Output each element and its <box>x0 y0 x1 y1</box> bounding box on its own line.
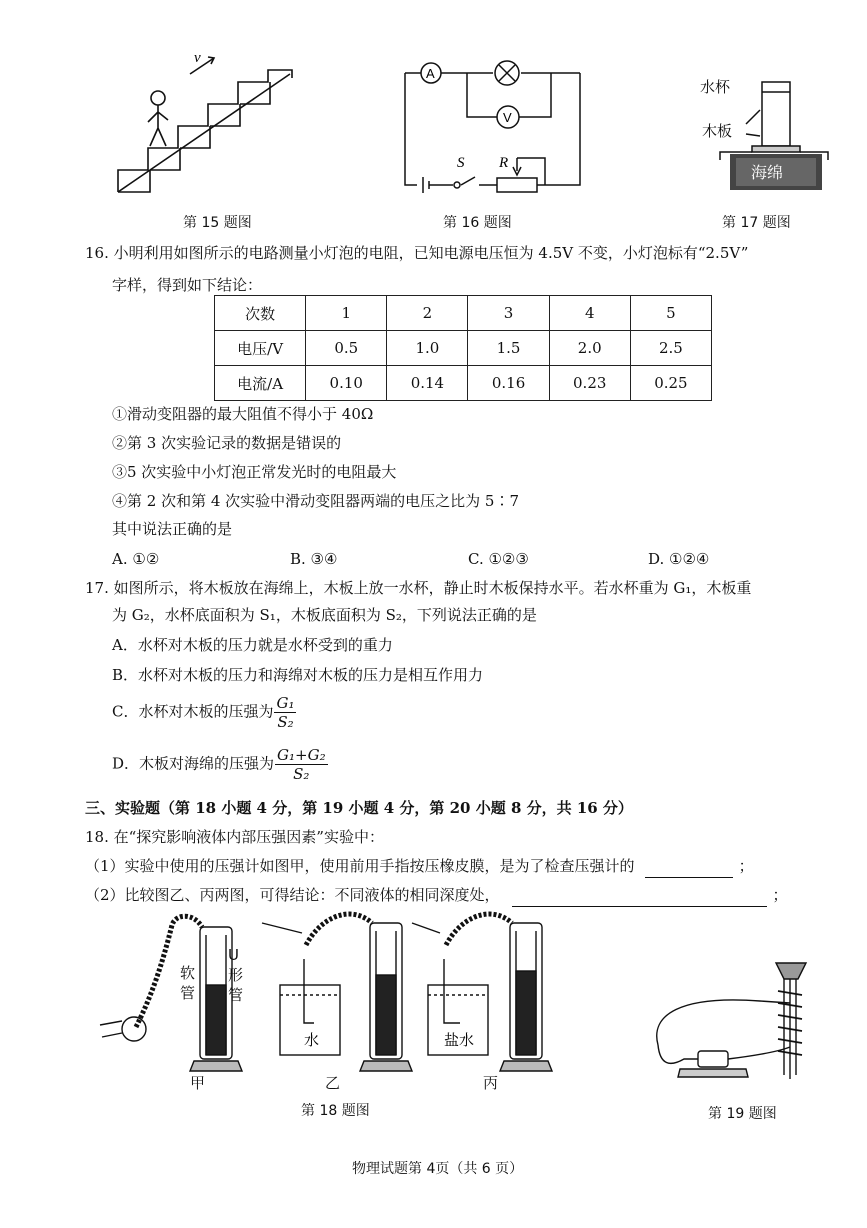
table-header-cell: 3 <box>468 296 549 331</box>
table-cell: 2.5 <box>630 331 711 366</box>
fraction-denominator: S₂ <box>293 765 310 783</box>
table-cell: 0.25 <box>630 366 711 401</box>
circuit-drawing <box>395 55 595 195</box>
figure-19 <box>650 955 830 1085</box>
q17-option-c[interactable] <box>112 694 296 731</box>
q18-part-1 <box>85 855 754 878</box>
q17-option-a[interactable]: A．水杯对木板的压力就是水杯受到的重力 <box>112 636 393 654</box>
table-header-cell: 5 <box>630 296 711 331</box>
q18-part-2 <box>85 884 788 907</box>
q16-option-d[interactable]: D. ①②④ <box>648 550 710 568</box>
utube-label: U形管 <box>228 946 244 1004</box>
ammeter-label: A <box>426 66 435 81</box>
table-header-cell: 次数 <box>215 296 306 331</box>
table-header-cell: 1 <box>306 296 387 331</box>
table-cell: 0.14 <box>387 366 468 401</box>
rheostat-label: R <box>499 155 509 171</box>
q16-option-c[interactable]: C. ①②③ <box>468 550 529 568</box>
q17-stem-line1: 17. 如图所示，将木板放在海绵上，木板上放一水杯，静止时木板保持水平。若水杯重为 G₁，木板重 <box>85 579 752 597</box>
sponge-label: 海绵 <box>751 163 784 182</box>
q18-answer-blank-1[interactable] <box>645 855 733 878</box>
q17-option-b[interactable]: B．水杯对木板的压力和海绵对木板的压力是相互作用力 <box>112 666 484 684</box>
q18-part-1-end: ； <box>738 857 754 875</box>
q18-part-2-text: （2）比较图乙、丙两图，可得结论：不同液体的相同深度处， <box>85 886 500 904</box>
q16-stem-line1: 16. 小明利用如图所示的电路测量小灯泡的电阻，已知电源电压恒为 4.5V 不变，小灯泡标有“2.5V” <box>85 244 749 262</box>
brine-label: 盐水 <box>444 1031 475 1049</box>
table-cell: 2.0 <box>549 331 630 366</box>
q16-ask: 其中说法正确的是 <box>112 520 233 538</box>
q17-option-c-text: C．水杯对木板的压强为 <box>112 702 274 721</box>
fraction <box>275 746 328 783</box>
table-row <box>215 331 712 366</box>
figure-16-caption: 第 16 题图 <box>443 215 512 231</box>
escalator-drawing <box>110 40 300 200</box>
hose-label: 软管 <box>180 964 196 1002</box>
q16-statement-2: ②第 3 次实验记录的数据是错误的 <box>112 434 342 452</box>
water-label: 水 <box>304 1031 320 1049</box>
pressure-gauge-drawing <box>92 905 562 1095</box>
q17-stem-line2: 为 G₂，水杯底面积为 S₁，木板底面积为 S₂，下列说法正确的是 <box>112 606 537 624</box>
fraction <box>274 694 296 731</box>
figure-15 <box>110 40 300 200</box>
voltmeter-label: V <box>503 110 512 125</box>
q16-stem-line2: 字样，得到如下结论： <box>112 276 263 294</box>
table-cell: 0.16 <box>468 366 549 401</box>
table-cell: 0.23 <box>549 366 630 401</box>
table-cell: 电压/V <box>215 331 306 366</box>
q17-option-d-text: D．木板对海绵的压强为 <box>112 754 275 773</box>
q16-data-table <box>214 295 712 401</box>
figure-18-caption: 第 18 题图 <box>301 1103 370 1119</box>
table-row <box>215 366 712 401</box>
q18-answer-blank-2[interactable] <box>512 884 767 907</box>
q18-part-2-end: ； <box>772 886 788 904</box>
fraction-numerator: G₁ <box>276 694 295 712</box>
figure-17 <box>700 70 840 200</box>
figure-16 <box>395 55 595 195</box>
q18-stem: 18. 在“探究影响液体内部压强因素”实验中： <box>85 828 384 846</box>
table-cell: 1.0 <box>387 331 468 366</box>
label-jia: 甲 <box>190 1074 206 1092</box>
q16-option-a[interactable]: A. ①② <box>112 550 160 568</box>
table-cell: 1.5 <box>468 331 549 366</box>
table-cell: 电流/A <box>215 366 306 401</box>
table-header-row <box>215 296 712 331</box>
table-header-cell: 4 <box>549 296 630 331</box>
label-yi: 乙 <box>325 1074 341 1092</box>
figure-19-caption: 第 19 题图 <box>708 1106 777 1122</box>
switch-label: S <box>457 155 465 171</box>
board-label: 木板 <box>702 122 733 140</box>
table-cell: 0.10 <box>306 366 387 401</box>
q18-part-1-text: （1）实验中使用的压强计如图甲，使用前用手指按压橡皮膜，是为了检查压强计的 <box>85 857 635 875</box>
table-cell: 0.5 <box>306 331 387 366</box>
figure-15-caption: 第 15 题图 <box>183 215 252 231</box>
fraction-numerator: G₁+G₂ <box>277 746 326 764</box>
q16-statement-1: ①滑动变阻器的最大阻值不得小于 40Ω <box>112 405 374 423</box>
electromagnet-drawing <box>650 955 830 1085</box>
fraction-denominator: S₂ <box>277 713 294 731</box>
cup-label: 水杯 <box>700 78 731 96</box>
q16-statement-3: ③5 次实验中小灯泡正常发光时的电阻最大 <box>112 463 397 481</box>
section-3-heading: 三、实验题（第 18 小题 4 分，第 19 小题 4 分，第 20 小题 8 分，共 16 分） <box>85 799 633 817</box>
q16-statement-4: ④第 2 次和第 4 次实验中滑动变阻器两端的电压之比为 5∶7 <box>112 492 520 510</box>
q16-option-b[interactable]: B. ③④ <box>290 550 338 568</box>
velocity-label: v <box>194 50 201 66</box>
figure-17-caption: 第 17 题图 <box>722 215 791 231</box>
label-bing: 丙 <box>483 1074 499 1092</box>
table-header-cell: 2 <box>387 296 468 331</box>
figure-18 <box>92 905 562 1095</box>
page-footer: 物理试题第 4页（共 6 页） <box>352 1161 524 1177</box>
q17-option-d[interactable] <box>112 746 328 783</box>
